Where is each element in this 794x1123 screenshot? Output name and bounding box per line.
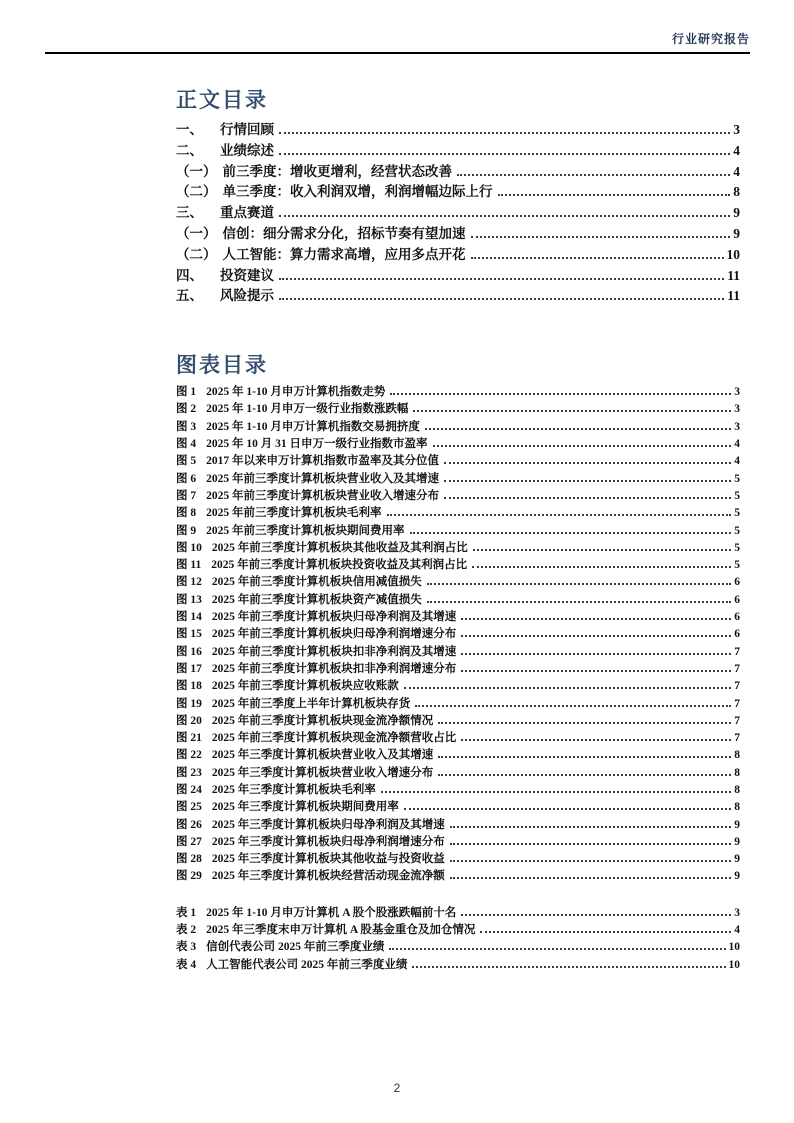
figure-entry-label: 2025 年 10 月 31 日申万一级行业指数市盈率 [206, 438, 428, 451]
figure-entry-number: 图 27 [176, 835, 202, 848]
figure-toc-entry [176, 384, 740, 401]
figure-entry-label: 2025 年 1-10 月申万计算机指数交易拥挤度 [206, 420, 420, 433]
dot-leader [444, 497, 731, 499]
toc-entry [176, 141, 740, 162]
figure-entry-page: 5 [734, 541, 740, 554]
dot-leader [387, 514, 732, 516]
toc-entry-page: 11 [727, 267, 740, 283]
dot-leader [480, 931, 731, 933]
figure-entry-number: 图 22 [176, 749, 202, 762]
toc-entry-number: （一） [176, 163, 217, 179]
figure-entry-label: 2025 年三季度计算机板块营业收入增速分布 [211, 766, 434, 779]
figure-entry-label: 2025 年三季度计算机板块毛利率 [211, 784, 376, 796]
figure-toc-entry [176, 696, 740, 713]
table-toc-entry [176, 905, 740, 922]
figure-entry-label: 2025 年前三季度计算机板块投资收益及其利润占比 [211, 559, 468, 572]
figure-entry-page: 6 [734, 576, 740, 589]
dot-leader [461, 670, 731, 672]
figure-toc-entry [176, 592, 740, 609]
figure-entry-page: 3 [734, 386, 740, 399]
main-toc-section [176, 84, 740, 307]
toc-entry-label: 风险提示 [220, 288, 274, 304]
figure-entry-number: 图 19 [176, 697, 202, 710]
figure-entry-number: 图 3 [176, 420, 197, 433]
toc-entry-label: 行情回顾 [220, 122, 274, 137]
toc-entry [176, 245, 740, 266]
toc-entry-number: （一） [176, 225, 217, 241]
figure-entry-number: 图 24 [176, 784, 202, 796]
dot-leader [461, 635, 731, 637]
figure-entry-label: 2017 年以来申万计算机指数市盈率及其分位值 [206, 455, 439, 468]
figure-entry-label: 2025 年前三季度计算机板块期间费用率 [206, 524, 405, 537]
figure-toc-entry [176, 661, 740, 678]
figure-toc-entry [176, 436, 740, 453]
toc-entry-number: 四、 [176, 267, 203, 283]
toc-entry [176, 162, 740, 183]
figure-entry-label: 2025 年前三季度计算机板块归母净利润及其增速 [211, 611, 457, 624]
table-toc-entry [176, 939, 740, 956]
figure-entry-number: 图 10 [176, 541, 202, 554]
dot-leader [425, 428, 731, 430]
figure-entry-label: 2025 年前三季度计算机板块应收账款 [211, 680, 399, 693]
figure-entry-number: 图 23 [176, 766, 202, 779]
dot-leader [444, 480, 731, 482]
figure-entry-page: 3 [734, 403, 740, 416]
figure-entry-label: 2025 年前三季度计算机板块营业收入及其增速 [206, 472, 439, 485]
figure-entry-page: 8 [734, 801, 740, 814]
table-toc-entry [176, 957, 740, 974]
toc-entry-label: 投资建议 [220, 267, 274, 283]
figure-toc-entry [176, 471, 740, 488]
figure-toc-entry [176, 453, 740, 470]
figure-entry-number: 图 2 [176, 403, 197, 416]
figure-entry-page: 9 [734, 818, 740, 831]
figure-entry-number: 图 13 [176, 593, 202, 606]
figure-toc-entry [176, 678, 740, 695]
toc-entry-page: 4 [733, 163, 740, 179]
toc-entry [176, 203, 740, 224]
figure-toc-entry [176, 730, 740, 747]
main-toc-list [176, 120, 740, 307]
figure-entry-page: 4 [734, 438, 740, 451]
figure-entry-page: 5 [734, 559, 740, 572]
figure-entry-number: 图 14 [176, 611, 202, 624]
figure-entry-page: 9 [734, 870, 740, 883]
toc-entry-page: 10 [726, 246, 740, 262]
dot-leader [457, 174, 730, 176]
figure-entry-number: 图 28 [176, 853, 202, 866]
dot-leader [438, 722, 731, 724]
dot-leader [472, 566, 731, 568]
dot-leader [461, 739, 731, 741]
toc-entry [176, 286, 740, 307]
toc-entry-page: 9 [733, 205, 740, 221]
table-entry-page: 10 [728, 958, 740, 971]
toc-entry-page: 3 [733, 122, 740, 137]
figure-entry-page: 3 [734, 420, 740, 433]
figure-entry-number: 图 20 [176, 714, 202, 727]
figure-entry-page: 7 [734, 732, 740, 745]
figure-entry-label: 2025 年三季度计算机板块其他收益与投资收益 [211, 853, 445, 866]
table-entry-label: 2025 年 1-10 月申万计算机 A 股个股涨跌幅前十名 [206, 906, 457, 919]
figure-entry-label: 2025 年前三季度计算机板块扣非净利润及其增速 [211, 645, 457, 658]
figure-toc-entry [176, 574, 740, 591]
figure-entry-number: 图 11 [176, 559, 202, 572]
dot-leader [444, 462, 731, 464]
dot-leader [390, 393, 731, 395]
dot-leader [450, 826, 732, 828]
table-entry-page: 10 [728, 941, 740, 954]
figure-entry-label: 2025 年三季度计算机板块归母净利润增速分布 [211, 835, 445, 848]
report-type-label: 行业研究报告 [671, 32, 750, 46]
table-entry-number: 表 2 [176, 924, 197, 937]
toc-entry-label: 信创：细分需求分化，招标节奏有望加速 [222, 225, 466, 241]
dot-leader [381, 791, 732, 793]
dot-leader [404, 808, 732, 810]
figure-entry-number: 图 17 [176, 662, 202, 675]
figure-entry-page: 4 [734, 455, 740, 468]
figure-entry-label: 2025 年前三季度计算机板块毛利率 [206, 507, 382, 520]
toc-entry [176, 266, 740, 287]
table-toc-entry [176, 922, 740, 939]
figure-toc-entry [176, 523, 740, 540]
figure-entry-page: 9 [734, 835, 740, 848]
figure-entry-label: 2025 年 1-10 月申万计算机指数走势 [206, 386, 386, 399]
figure-entry-number: 图 16 [176, 645, 202, 658]
dot-leader [279, 132, 730, 134]
page-footer [0, 1079, 794, 1123]
table-entry-label: 人工智能代表公司 2025 年前三季度业绩 [206, 958, 408, 971]
figure-entry-number: 图 8 [176, 507, 197, 520]
toc-entry-page: 8 [733, 184, 740, 200]
figure-entry-number: 图 25 [176, 801, 202, 814]
table-entry-number: 表 4 [176, 958, 197, 971]
figure-entry-page: 5 [734, 524, 740, 537]
figure-toc-entry [176, 557, 740, 574]
figure-toc-entry [176, 505, 740, 522]
page-header [45, 0, 750, 54]
figure-entry-page: 5 [734, 472, 740, 485]
toc-entry-page: 9 [733, 225, 740, 241]
toc-entry-label: 业绩综述 [220, 142, 274, 158]
figure-entry-number: 图 5 [176, 455, 197, 468]
figure-entry-label: 2025 年前三季度计算机板块归母净利润增速分布 [211, 628, 457, 641]
figure-entry-page: 6 [734, 593, 740, 606]
figure-entry-label: 2025 年前三季度计算机板块营业收入增速分布 [206, 489, 439, 502]
figure-entry-label: 2025 年三季度计算机板块归母净利润及其增速 [211, 818, 445, 831]
toc-entry-number: （二） [176, 246, 217, 262]
page-number: 2 [393, 1081, 401, 1095]
dot-leader [461, 618, 731, 620]
table-entry-number: 表 1 [176, 906, 197, 919]
figure-toc-entry [176, 488, 740, 505]
dot-leader [471, 236, 731, 238]
dot-leader [427, 583, 732, 585]
figure-entry-label: 2025 年前三季度上半年计算机板块存货 [211, 697, 411, 710]
toc-content [176, 84, 740, 974]
dot-leader [450, 843, 732, 845]
figure-toc-entry [176, 609, 740, 626]
figure-entry-page: 7 [734, 714, 740, 727]
figure-toc-entry [176, 540, 740, 557]
dot-leader [498, 194, 731, 196]
figure-entry-label: 2025 年三季度计算机板块经营活动现金流净额 [211, 870, 445, 883]
figure-entry-page: 5 [734, 507, 740, 520]
figure-entry-number: 图 7 [176, 489, 197, 502]
figure-entry-label: 2025 年前三季度计算机板块其他收益及其利润占比 [211, 541, 468, 554]
dot-leader [410, 532, 732, 534]
figure-entry-page: 9 [734, 853, 740, 866]
figure-entry-label: 2025 年前三季度计算机板块扣非净利润增速分布 [211, 662, 457, 675]
figure-entry-page: 7 [734, 680, 740, 693]
dot-leader [473, 549, 732, 551]
figure-entry-number: 图 9 [176, 524, 197, 537]
figure-entry-page: 6 [734, 611, 740, 624]
figure-toc-entry [176, 419, 740, 436]
figure-toc-entry [176, 747, 740, 764]
toc-entry-number: （二） [176, 184, 217, 200]
dot-leader [279, 153, 730, 155]
dot-leader [389, 948, 725, 950]
dot-leader [413, 410, 731, 412]
figure-entry-number: 图 21 [176, 732, 202, 745]
dot-leader [412, 966, 725, 968]
toc-entry [176, 120, 740, 141]
toc-entry-page: 11 [727, 288, 740, 304]
figure-entry-number: 图 15 [176, 628, 202, 641]
dot-leader [404, 687, 732, 689]
figure-toc-title: 图表目录 [176, 353, 268, 378]
main-toc-title: 正文目录 [176, 88, 268, 112]
figure-entry-label: 2025 年前三季度计算机板块现金流净额情况 [211, 714, 434, 727]
dot-leader [461, 653, 731, 655]
toc-entry-number: 三、 [176, 205, 203, 221]
toc-entry [176, 182, 740, 203]
dot-leader [433, 445, 732, 447]
figure-toc-entry [176, 401, 740, 418]
figure-toc-entry [176, 626, 740, 643]
dot-leader [427, 601, 732, 603]
dot-leader [471, 257, 724, 259]
figure-entry-page: 7 [734, 662, 740, 675]
table-entry-label: 信创代表公司 2025 年前三季度业绩 [206, 941, 385, 954]
table-entry-number: 表 3 [176, 941, 197, 954]
figure-entry-page: 8 [734, 766, 740, 779]
figure-entry-page: 8 [734, 749, 740, 762]
figure-toc-entry [176, 799, 740, 816]
figure-entry-label: 2025 年三季度计算机板块期间费用率 [211, 801, 399, 814]
table-entry-label: 2025 年三季度末申万计算机 A 股基金重仓及加仓情况 [206, 924, 476, 937]
dot-leader [438, 756, 731, 758]
figure-toc-list [176, 384, 740, 886]
figure-toc-entry [176, 782, 740, 799]
toc-entry-number: 五、 [176, 288, 203, 304]
toc-entry-label: 重点赛道 [220, 205, 274, 221]
figure-entry-number: 图 18 [176, 680, 202, 693]
figure-entry-label: 2025 年前三季度计算机板块信用减值损失 [211, 576, 422, 589]
table-toc-list [176, 905, 740, 974]
dot-leader [461, 914, 731, 916]
dot-leader [415, 705, 731, 707]
table-entry-page: 3 [734, 906, 740, 919]
toc-entry-label: 人工智能：算力需求高增，应用多点开花 [222, 246, 466, 262]
figure-toc-entry [176, 644, 740, 661]
figure-entry-number: 图 4 [176, 438, 197, 451]
figure-entry-label: 2025 年三季度计算机板块营业收入及其增速 [211, 749, 434, 762]
figure-toc-entry [176, 713, 740, 730]
toc-entry-label: 前三季度：增收更增利，经营状态改善 [222, 163, 452, 179]
table-entry-page: 4 [734, 924, 740, 937]
figure-toc-entry [176, 765, 740, 782]
figure-toc-section [176, 349, 740, 974]
figure-entry-label: 2025 年 1-10 月申万一级行业指数涨跌幅 [206, 403, 409, 416]
dot-leader [279, 298, 724, 300]
dot-leader [450, 877, 732, 879]
figure-entry-number: 图 29 [176, 870, 202, 883]
figure-entry-number: 图 12 [176, 576, 202, 589]
dot-leader [450, 860, 732, 862]
figure-toc-entry [176, 868, 740, 885]
toc-entry-page: 4 [733, 142, 740, 158]
figure-toc-entry [176, 817, 740, 834]
toc-entry [176, 224, 740, 245]
figure-entry-label: 2025 年前三季度计算机板块现金流净额营收占比 [211, 732, 457, 745]
figure-entry-number: 图 6 [176, 472, 197, 485]
figure-entry-page: 7 [734, 645, 740, 658]
toc-entry-number: 一、 [176, 122, 203, 137]
toc-entry-number: 二、 [176, 142, 203, 158]
figure-toc-entry [176, 834, 740, 851]
figure-entry-number: 图 26 [176, 818, 202, 831]
figure-entry-page: 8 [734, 784, 740, 796]
figure-entry-number: 图 1 [176, 386, 197, 399]
figure-entry-label: 2025 年前三季度计算机板块资产减值损失 [211, 593, 422, 606]
dot-leader [279, 278, 724, 280]
figure-toc-entry [176, 851, 740, 868]
dot-leader [279, 215, 730, 217]
figure-entry-page: 6 [734, 628, 740, 641]
figure-entry-page: 5 [734, 489, 740, 502]
toc-entry-label: 单三季度：收入利润双增，利润增幅边际上行 [222, 184, 493, 200]
figure-entry-page: 7 [734, 697, 740, 710]
dot-leader [438, 774, 731, 776]
